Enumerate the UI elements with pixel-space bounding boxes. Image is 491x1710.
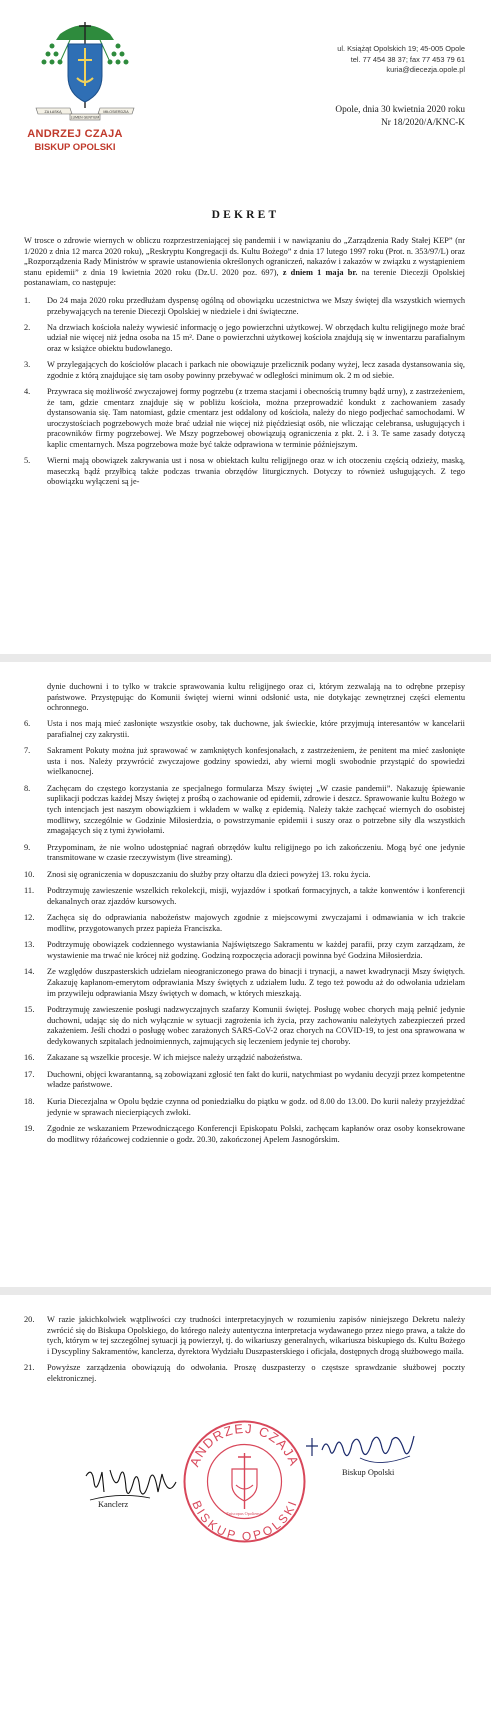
- document-date: Opole, dnia 30 kwietnia 2020 roku: [335, 105, 465, 115]
- decree-items-list: [24, 296, 465, 493]
- svg-text:ZA ŁASKĄ: ZA ŁASKĄ: [44, 109, 62, 114]
- item-number: 1.: [24, 296, 31, 305]
- document-reference: Nr 18/2020/A/KNC-K: [381, 117, 465, 128]
- continuation-text: dynie duchowni i to tylko w trakcie sprawowania kultu religijnego oraz ci, którym zezwalają na to odrębne przepisy państwowe. Przystępując do Komunii świętej wierni winni odsłonić usta, nie dotykając zewnętrznej części elementu ochronnego.: [47, 682, 465, 713]
- list-item: [24, 360, 465, 381]
- item-text: Przywraca się możliwość zwyczajowej formy pogrzebu (z trzema stacjami i obecnością trumny bądź urny), z zastrzeżeniem, że tam, gdzie cmentarz znajduje się w pobliżu kościoła, można przeprowadzić kondukt z zachowaniem zasady dystansowania się. Tam natomiast, gdzie cmentarz jest oddalony od kościoła, należy do niego podjechać samochodami. W uroczystościach pogrzebowych może brać udział nie więcej niż pięćdziesiąt osób, nie wliczając celebransa, usługujących i pracowników firmy pogrzebowej. We Mszy pogrzebowej obowiązują ograniczenia z pkt. 2. i 3. Te same zasady dotyczą kaplic cmentarnych. Msza pogrzebowa może być także odprawiona w terminie późniejszym.: [47, 386, 465, 449]
- list-item: [24, 843, 465, 864]
- list-item: [24, 323, 465, 355]
- svg-text:Episcopus Opoliensis: Episcopus Opoliensis: [226, 1511, 263, 1516]
- list-item: [24, 1124, 465, 1145]
- item-text: Powyższe zarządzenia obowiązują do odwołania. Proszę duszpasterzy o częstsze sprawdzanie służbowej poczty elektronicznej.: [47, 1363, 465, 1383]
- list-item: [24, 387, 465, 451]
- list-item: [24, 456, 465, 488]
- list-item: [24, 1363, 465, 1384]
- item-text: Przypominam, że nie wolno udostępniać nagrań obrzędów kultu religijnego po ich zakończeniu. Mogą być one jedynie transmitowane w czasie rzeczywistym (live streaming).: [47, 842, 465, 863]
- item-number: 16.: [24, 1053, 35, 1063]
- page-title: DEKRET: [211, 209, 280, 221]
- item-text: Ze względów duszpasterskich udzielam nieograniczonego prawa do binacji i trynacji, a nawet kwadrynacji Mszy świętych. Zakazuję kapłanom-emerytom odprawiania Mszy świętych z udziałem ludu. Z tego też powodu aż do odwołania udzielam im przywileju odprawiania Mszy świętych w domach, w których mieszkają.: [47, 967, 465, 998]
- item-number: 17.: [24, 1069, 35, 1079]
- item-text: W przylegających do kościołów placach i parkach nie obowiązuje przelicznik podany wyżej, lecz zasada dystansowania się, zgodnie z którą znajdujące się tam osoby powinny przebywać w odległości minimum ok. 2 m od siebie.: [47, 360, 465, 380]
- signature-area: [0, 1410, 491, 1710]
- list-item: [24, 1315, 465, 1357]
- list-item: [24, 296, 465, 317]
- item-number: 11.: [24, 886, 35, 896]
- item-number: 2.: [24, 322, 31, 332]
- item-text: Zgodnie ze wskazaniem Przewodniczącego Konferencji Episkopatu Polski, zachęcam kapłanów oraz osoby konsekrowane do modlitwy różańcowej codziennie o godz. 20.30, zakończonej Apelem Jasnogórskim.: [47, 1123, 465, 1144]
- bishop-name: ANDRZEJ CZAJA: [27, 128, 123, 140]
- intro-date-emphasis: z dniem 1 maja br.: [282, 267, 358, 277]
- item-text: Zakazane są wszelkie procesje. W ich miejsce należy urządzić nabożeństwa.: [47, 1053, 303, 1063]
- item-text: Usta i nos mają mieć zasłonięte wszystkie osoby, tak duchowne, jak świeckie, które przyjmują interesantów w kancelarii parafialnej czy zakrystii.: [47, 719, 465, 739]
- list-item: [24, 719, 465, 740]
- email-line: kuria@diecezja.opole.pl: [386, 65, 465, 75]
- document-page-2: [0, 662, 491, 1287]
- address-line: ul. Książąt Opolskich 19; 45-005 Opole: [337, 44, 465, 53]
- list-item: [24, 1053, 465, 1064]
- list-item: [24, 870, 465, 881]
- list-item: [24, 913, 465, 934]
- decree-items-list: [24, 1315, 465, 1391]
- item-number: 9.: [24, 842, 31, 852]
- item-number: 19.: [24, 1123, 35, 1133]
- item-number: 21.: [24, 1363, 35, 1373]
- item-text: Wierni mają obowiązek zakrywania ust i nosa w obiektach kultu religijnego oraz w ich otoczeniu częścią odzieży, maską, maseczką bądź przyłbicą także podczas trwania obrzędów liturgicznych. Dotyczy to również usługujących. Z tego obowiązku wyłączeni są je-: [47, 456, 465, 487]
- decree-items-list: [24, 719, 465, 1151]
- item-number: 10.: [24, 869, 35, 879]
- intro-text-end: na terenie Diecezji Opolskiej postanawiam, co następuje:: [24, 267, 465, 288]
- item-number: 4.: [24, 386, 31, 396]
- list-item: [24, 746, 465, 778]
- bishop-label: Biskup Opolski: [342, 1468, 395, 1477]
- item-text: Zachęcam do częstego korzystania ze specjalnego formularza Mszy świętej „W czasie pandemii”. Nakazuję śpiewanie suplikacji podczas każdej Mszy świętej z prośbą o zachowanie od epidemii, zdrowie i deszcz. Sprawowanie kultu Bożego w tych intencjach jest naszym obowiązkiem i wkładem w walkę z epidemią. Należy także zachęcać wiernych do osobistej modlitwy, szczególnie w Godzinie Miłosierdzia, o powstrzymanie epidemii i suszy oraz o potrzebne siły dla wszystkich zmagających się z tymi żywiołami.: [47, 783, 465, 836]
- phone-line: tel. 77 454 38 37; fax 77 453 79 61: [350, 54, 465, 64]
- seal-stamp-icon: [182, 1419, 307, 1544]
- svg-text:LUMEN GENTIUM: LUMEN GENTIUM: [70, 115, 100, 120]
- svg-text:ANDRZEJ CZAJA: ANDRZEJ CZAJA: [186, 1420, 303, 1469]
- item-text: Podtrzymuję zawieszenie posługi nadzwyczajnych szafarzy Komunii świętej. Posługę wobec chorych mają pełnić jedynie duchowni, udając się do nich wyłącznie w sytuacji zagrożenia ich życia, przy zachowaniu należytych zabezpieczeń przed zakażeniem. Jeśli chodzi o posługę wobec zarażonych SARS-CoV-2 oraz chorych na COVID-19, to jest ona sprawowana w dedykowanych szpitalach jednoimiennych, zajmujących się leczeniem jedynie tej choroby.: [47, 1005, 465, 1046]
- item-number: 3.: [24, 360, 31, 370]
- list-item: [24, 967, 465, 999]
- item-number: 6.: [24, 719, 31, 728]
- item-number: 8.: [24, 783, 31, 793]
- item-number: 18.: [24, 1096, 35, 1106]
- chancellor-signature-icon: [80, 1462, 190, 1510]
- item-number: 15.: [24, 1005, 35, 1015]
- item-text: Kuria Diecezjalna w Opolu będzie czynna od poniedziałku do piątku w godz. od 8.00 do 13.00. Do kurii należy przyjeżdżać jedynie w sprawach niecierpiących zwłoki.: [47, 1096, 465, 1117]
- item-text: Znosi się ograniczenia w dopuszczaniu do służby przy ołtarzu dla dzieci powyżej 13. roku życia.: [47, 869, 371, 879]
- item-number: 7.: [24, 746, 31, 756]
- item-text: Podtrzymuję zawieszenie wszelkich rekolekcji, misji, wyjazdów i spotkań formacyjnych, a także konwentów i konferencji dekanalnych oraz zjazdów kursowych.: [47, 886, 465, 906]
- svg-text:BISKUP OPOLSKI: BISKUP OPOLSKI: [189, 1498, 300, 1544]
- item-text: Podtrzymuję obowiązek codziennego wystawiania Najświętszego Sakramentu w każdej parafii, przy czym zarządzam, że wystawienie ma trwać nie krócej niż godzinę. Godziną rozpoczęcia adoracji powinna być Godzina Miłosierdzia.: [47, 940, 465, 960]
- item-number: 14.: [24, 967, 35, 977]
- address-block: [337, 44, 465, 76]
- list-item: [24, 940, 465, 961]
- document-page-1: [0, 0, 491, 654]
- item-number: 13.: [24, 940, 35, 950]
- list-item: [24, 784, 465, 837]
- item-text: Sakrament Pokuty można już sprawować w zamkniętych konfesjonałach, z zastrzeżeniem, że penitent ma mieć zasłonięte usta i nos. Należy przywrócić zwyczajowe godziny spowiedzi, aby wierni mogli swobodnie przystąpić do spowiedzi wielkanocnej.: [47, 746, 465, 777]
- list-item: [24, 1097, 465, 1118]
- item-text: Duchowni, objęci kwarantanną, są zobowiązani zgłosić ten fakt do kurii, natychmiast po wydaniu decyzji przez kompetentne władze państwowe.: [47, 1069, 465, 1090]
- intro-paragraph: [24, 236, 465, 289]
- item-text: W razie jakichkolwiek wątpliwości czy trudności interpretacyjnych w rozumieniu zapisów niniejszego Dekretu należy zwrócić się do Biskupa Opolskiego, do którego należy autentyczna interpretacja wydawanego przez niego prawa, a także do tych, którym w tej szczególnej sytuacji ją powierzył, tj. do wikariuszy generalnych, wikariusza biskupiego ds. Kultu Bożego i Dyscypliny Sakramentów, kanclerza, dyrektora Wydziału Duszpasterskiego i oficjała, dostępnych drogą służbowego maila.: [47, 1315, 465, 1356]
- intro-text: W trosce o zdrowie wiernych w obliczu rozprzestrzeniającej się pandemii i w nawiązaniu do „Zarządzenia Rady Stałej KEP” (nr 1/2020 z dnia 12 marca 2020 roku), „Reskryptu Kongregacji ds. Kultu Bożego” z dnia 17 lutego 1997 roku (Prot. n. 353/97/L) oraz „Rozporządzenia Rady Ministrów w sprawie ustanowienia określonych ograniczeń, nakazów i zakazów w związku z wystąpieniem stanu epidemii” z dnia 19 kwietnia 2020 roku (Dz.U. 2020 poz. 697),: [24, 236, 465, 277]
- list-item: [24, 1005, 465, 1047]
- coat-of-arms-icon: [30, 14, 140, 124]
- list-item: [24, 1070, 465, 1091]
- chancellor-label: Kanclerz: [98, 1500, 129, 1509]
- date-block: [335, 104, 465, 129]
- list-item: [24, 886, 465, 907]
- item-text: Do 24 maja 2020 roku przedłużam dyspensę ogólną od obowiązku uczestnictwa we Mszy świętej dla wszystkich wiernych przebywających na terenie Diecezji Opolskiej w niedziele i dni świąteczne.: [47, 296, 465, 316]
- item-number: 12.: [24, 913, 35, 923]
- item-number: 5.: [24, 456, 31, 466]
- bishop-title: BISKUP OPOLSKI: [34, 142, 116, 153]
- item-text: Zachęca się do odprawiania nabożeństw majowych zgodnie z miejscowymi zwyczajami i odmawiania w ich trakcie modlitw, przygotowanych przez papieża Franciszka.: [47, 913, 465, 933]
- item-number: 20.: [24, 1315, 35, 1324]
- document-page-3: [0, 1295, 491, 1710]
- svg-text:MIŁOSIERDZIA: MIŁOSIERDZIA: [103, 109, 129, 114]
- item-text: Na drzwiach kościoła należy wywiesić informację o jego powierzchni użytkowej. W obrzędach kultu religijnego może brać udział nie więcej niż jedna osoba na 15 m². Dane o powierzchni użytkowej kościoła znajdują się w inwentarzu parafialnym oraz w książce obiektu budowlanego.: [47, 322, 465, 353]
